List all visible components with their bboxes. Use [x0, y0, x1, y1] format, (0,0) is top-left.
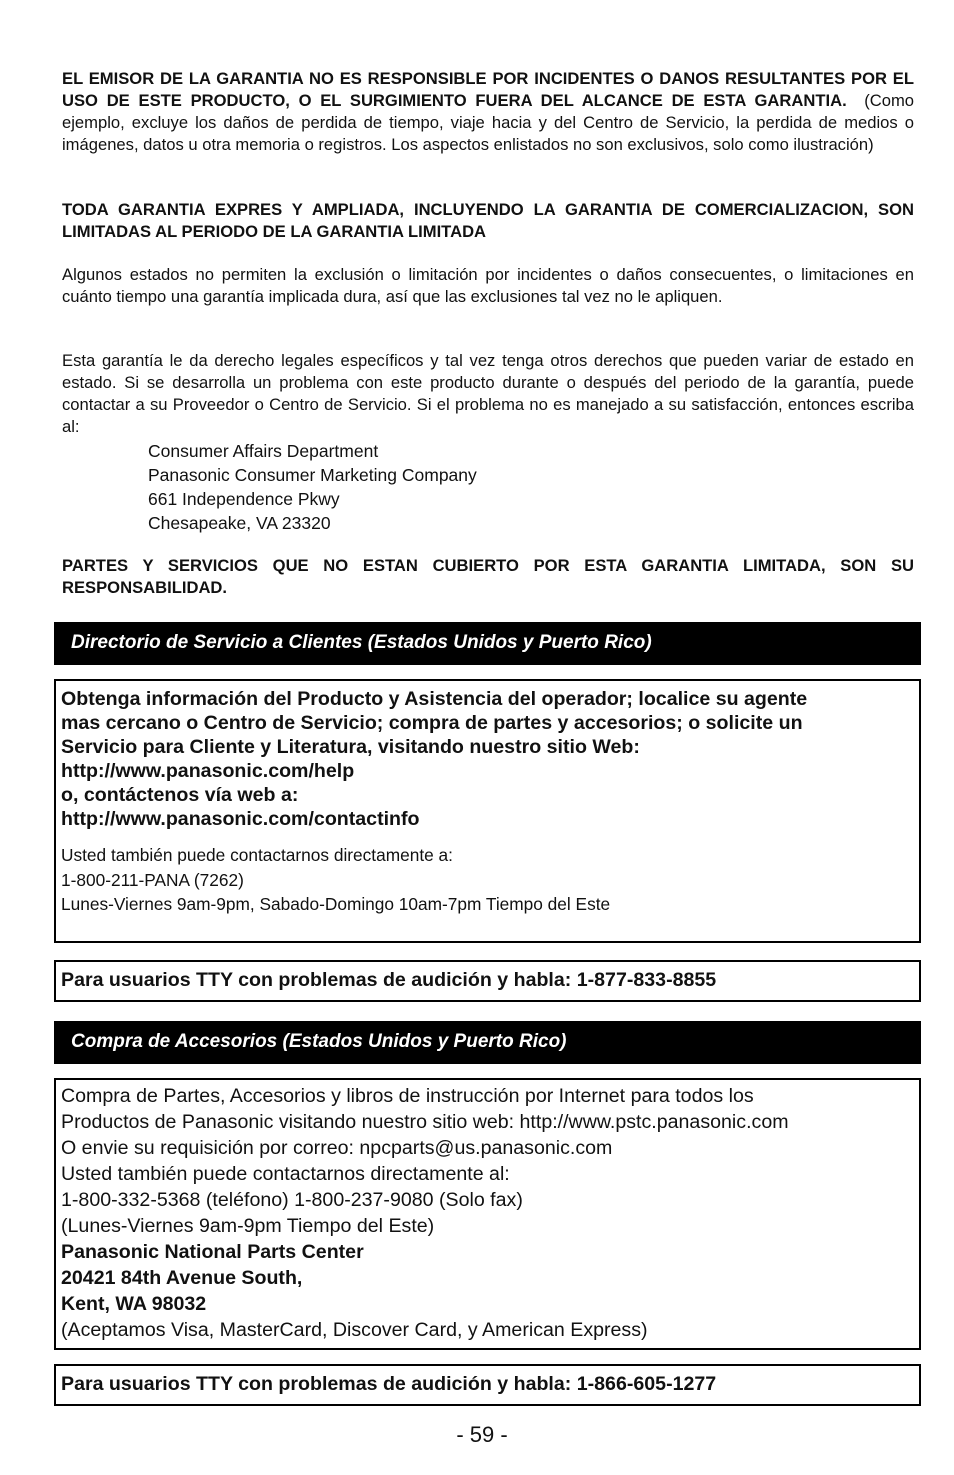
- parts-center-city: Kent, WA 98032: [61, 1293, 207, 1315]
- contactinfo-url-link[interactable]: http://www.panasonic.com/contactinfo: [61, 808, 420, 830]
- service-info-line: Servicio para Cliente y Literatura, visitando nuestro sitio Web:: [61, 736, 640, 758]
- address-line: 661 Independence Pkwy: [148, 489, 340, 509]
- disclaimer-paragraph: [62, 68, 914, 156]
- state-exclusions-paragraph: Algunos estados no permiten la exclusión o limitación por incidentes o daños consecuentes, o limitaciones en cuánto tiempo una garantía implicada dura, así que las exclusiones tal vez no le apliquen.: [62, 265, 914, 306]
- accessories-line: Usted también puede contactarnos directamente al:: [61, 1163, 510, 1185]
- mailing-address: [148, 439, 648, 535]
- tty-box-accessories: Para usuarios TTY con problemas de audición y habla: 1-866-605-1277: [54, 1364, 921, 1406]
- parts-responsibility-paragraph: PARTES Y SERVICIOS QUE NO ESTAN CUBIERTO POR ESTA GARANTIA LIMITADA, SON SU RESPONSABILIDAD.: [62, 556, 914, 597]
- accessories-line: Compra de Partes, Accesorios y libros de instrucción por Internet para todos los: [61, 1085, 754, 1107]
- service-info-line: Obtenga información del Producto y Asistencia del operador; localice su agente: [61, 688, 808, 710]
- service-directory-banner: Directorio de Servicio a Clientes (Estados Unidos y Puerto Rico): [54, 622, 921, 665]
- accessories-email-line[interactable]: O envie su requisición por correo: npcparts@us.panasonic.com: [61, 1137, 613, 1159]
- phone-number: 1-800-211-PANA (7262): [61, 869, 244, 890]
- service-info-box: [54, 679, 921, 943]
- accessories-url-line[interactable]: Productos de Panasonic visitando nuestro sitio web: http://www.pstc.panasonic.com: [61, 1111, 789, 1133]
- contact-line: Usted también puede contactarnos directamente a:: [61, 845, 453, 865]
- parts-center-street: 20421 84th Avenue South,: [61, 1267, 303, 1289]
- accessories-banner: Compra de Accesorios (Estados Unidos y Puerto Rico): [54, 1021, 921, 1064]
- parts-center-name: Panasonic National Parts Center: [61, 1241, 364, 1263]
- service-info-line: mas cercano o Centro de Servicio; compra de partes y accesorios; o solicite un: [61, 712, 803, 734]
- implied-warranty-paragraph: TODA GARANTIA EXPRES Y AMPLIADA, INCLUYENDO LA GARANTIA DE COMERCIALIZACION, SON LIMITADAS AL PERIODO DE LA GARANTIA LIMITADA: [62, 200, 914, 241]
- legal-rights-paragraph: Esta garantía le da derecho legales específicos y tal vez tenga otros derechos que pueden variar de estado en estado. Si se desarrolla un problema con este producto durante o después del periodo de la garantía, puede contactar a su Proveedor o Centro de Servicio. Si el problema no es manejado a su satisfacción, entonces escriba al:: [62, 351, 914, 436]
- accessories-hours-line: (Lunes-Viernes 9am-9pm Tiempo del Este): [61, 1215, 435, 1237]
- address-line: Panasonic Consumer Marketing Company: [148, 465, 477, 485]
- service-hours: Lunes-Viernes 9am-9pm, Sabado-Domingo 10am-7pm Tiempo del Este: [61, 894, 611, 914]
- service-info-line: o, contáctenos vía web a:: [61, 784, 299, 806]
- disclaimer-example-text: (Como ejemplo, excluye los daños de perdida de tiempo, viaje hacia y del Centro de Servicio, la perdida de medios o imágenes, datos u otra memoria o registros. Los aspectos enlistados no son exclusivos, solo como ilustración): [62, 91, 914, 154]
- accessories-info-box: [54, 1078, 921, 1350]
- tty-box-service: Para usuarios TTY con problemas de audición y habla: 1-877-833-8855: [54, 960, 921, 1002]
- help-url-link[interactable]: http://www.panasonic.com/help: [61, 760, 355, 782]
- accessories-phone-line: 1-800-332-5368 (teléfono) 1-800-237-9080 (Solo fax): [61, 1189, 523, 1211]
- address-line: Consumer Affairs Department: [148, 441, 379, 461]
- accepted-cards-line: (Aceptamos Visa, MasterCard, Discover Card, y American Express): [61, 1319, 648, 1341]
- page-number: - 59 -: [456, 1422, 508, 1447]
- address-line: Chesapeake, VA 23320: [148, 513, 331, 533]
- disclaimer-bold-text: EL EMISOR DE LA GARANTIA NO ES RESPONSIBLE POR INCIDENTES O DANOS RESULTANTES POR EL USO DE ESTE PRODUCTO, O EL SURGIMIENTO FUERA DEL ALCANCE DE ESTA GARANTIA.: [62, 69, 914, 110]
